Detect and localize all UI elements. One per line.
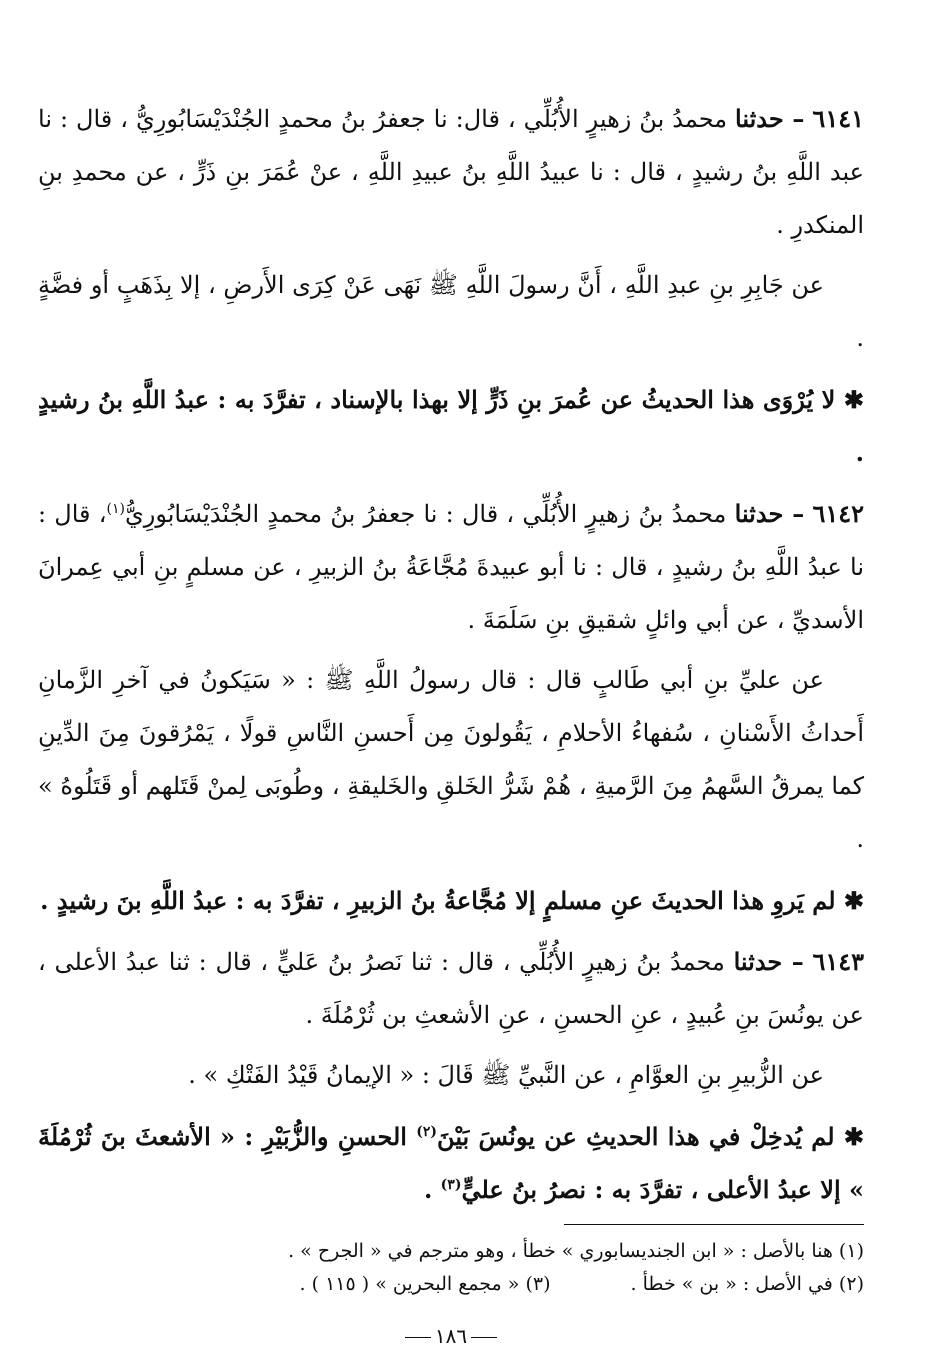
footnotes xyxy=(38,1235,864,1301)
dash-left xyxy=(405,1337,431,1338)
hadith-6141-isnad xyxy=(38,92,864,252)
footnote-ref[interactable]: (٣) xyxy=(440,1177,462,1193)
hadith-6141-note xyxy=(38,373,864,479)
hadith-6142-isnad xyxy=(38,487,864,647)
footnote-2-3 xyxy=(38,1268,864,1301)
hadith-6143-matn: عن الزُّبيرِ بنِ العوَّامِ ، عن النَّبيِّ ﷺ قَالَ : « الإيمانُ قَيْدُ الفَتْكِ » . xyxy=(188,1061,824,1089)
isnad-text: محمدُ بنُ زهيرٍ الأُبُلِّي ، قال : نا جعفرُ بنُ محمدٍ الجُنْدَيْسَابُورِيُّ xyxy=(124,500,727,528)
footnote-ref[interactable]: (١) xyxy=(106,501,125,517)
footnote-divider-wrap xyxy=(38,1224,864,1225)
dash-right xyxy=(471,1337,497,1338)
note-text: لم يَروِ هذا الحديثَ عنِ مسلمٍ إلا مُجَّاعةُ بنُ الزبيرِ ، تفرَّدَ به : عبدُ اللَّهِ بنَ رشيدٍ . xyxy=(40,886,836,915)
footnote-divider xyxy=(564,1224,864,1225)
hadith-6142-matn: عن عليِّ بنِ أبي طَالبٍ قال : قال رسولُ اللَّهِ ﷺ : « سَيَكونُ في آخرِ الزَّمانِ أَحداثُ الأَسْنانِ ، سُفهاءُ الأحلامِ ، يَقُولونَ مِن أَحسنِ النَّاسِ قولًا ، يَمْرُقونَ مِنَ الدِّينِ كما يمرقُ السَّهمُ مِنَ الرَّميةِ ، هُمْ شَرُّ الخَلقِ والخَليقةِ ، وطُوبَى لِمنْ قَتَلهم أو قَتَلُوهُ » . xyxy=(38,666,864,853)
isnad-text: ، قال : نا عبدُ اللَّهِ بنُ رشيدٍ ، قال : نا أبو عبيدةَ مُجَّاعَةُ بنُ الزبيرِ ، عن مسلمٍ بنِ أبي عِمرانَ الأسديِّ ، عن أبي وائلٍ شقيقِ بنِ سَلَمَةَ . xyxy=(38,500,864,634)
hadith-lead: – حدثنا xyxy=(733,947,804,976)
footnote-3: (٣) « مجمع البحرين » ( ١١٥ ) . xyxy=(299,1273,551,1295)
hadith-number: ٦١٤١ xyxy=(812,104,864,133)
note-text: لم يُدخِلْ في هذا الحديثِ عن يونُسَ بَيْنَ xyxy=(437,1122,835,1151)
page-number-block xyxy=(38,1324,864,1348)
hadith-number: ٦١٤٣ xyxy=(812,947,864,976)
note-text: الحسنِ والزُّبَيْرِ : « الأشعثَ بنَ ثُرْمُلَةَ » إلا عبدُ الأعلى ، تفرَّدَ به : نصرُ بنُ عليٍّ xyxy=(38,1122,864,1204)
page-number: ١٨٦ xyxy=(434,1324,468,1348)
footnote-ref[interactable]: (٢) xyxy=(416,1124,438,1140)
note-text: لا يُرْوَى هذا الحديثُ عن عُمرَ بنِ ذَرٍّ إلا بهذا بالإسناد ، تفرَّدَ به : عبدُ اللَّهِ بنُ رشيدٍ . xyxy=(38,385,864,467)
page-body xyxy=(38,92,865,1348)
hadith-6143-note xyxy=(38,1110,864,1216)
isnad-text: محمدُ بنُ زهيرٍ الأُبُلِّي ، قال : ثنا نَصرُ بنُ عَليٍّ ، قال : ثنا عبدُ الأعلى ، عن يونُسَ بنِ عُبيدٍ ، عنِ الحسنِ ، عنِ الأشعثِ بن ثُرْمُلَةَ . xyxy=(38,948,864,1029)
hadith-6143-isnad xyxy=(38,935,864,1042)
star-icon: ✱ xyxy=(843,385,864,414)
isnad-text: محمدُ بنُ زهيرٍ الأُبُلِّي ، قال: نا جعفرُ بنُ محمدٍ الجُنْدَيْسَابُورِيُّ ، قال : نا عبد اللَّهِ بنُ رشيدٍ ، قال : نا عبيدُ اللَّهِ بنُ عبيدِ اللَّهِ ، عنْ عُمَرَ بنِ ذَرٍّ ، عن محمدِ بنِ المنكدرِ . xyxy=(38,105,865,239)
hadith-6142-note xyxy=(38,874,864,927)
hadith-6141-matn: عن جَابِرِ بنِ عبدِ اللَّهِ ، أَنَّ رسولَ اللَّهِ ﷺ نَهَى عَنْ كِرَى الأَرضِ ، إلا بِذَهَبٍ أو فضَّةٍ . xyxy=(38,271,864,352)
note-end: . xyxy=(423,1175,433,1204)
footnote-2: (٢) في الأصل : « بن » خطأ . xyxy=(630,1273,864,1295)
hadith-lead: – حدثنا xyxy=(735,104,805,133)
star-icon: ✱ xyxy=(843,1122,865,1151)
star-icon: ✱ xyxy=(843,886,864,915)
hadith-number: ٦١٤٢ xyxy=(812,499,864,528)
hadith-lead: – حدثنا xyxy=(734,499,805,528)
footnote-1: (١) هنا بالأصل : « ابن الجنديسابوري » خطأ ، وهو مترجم في « الجرح » . xyxy=(288,1240,864,1262)
